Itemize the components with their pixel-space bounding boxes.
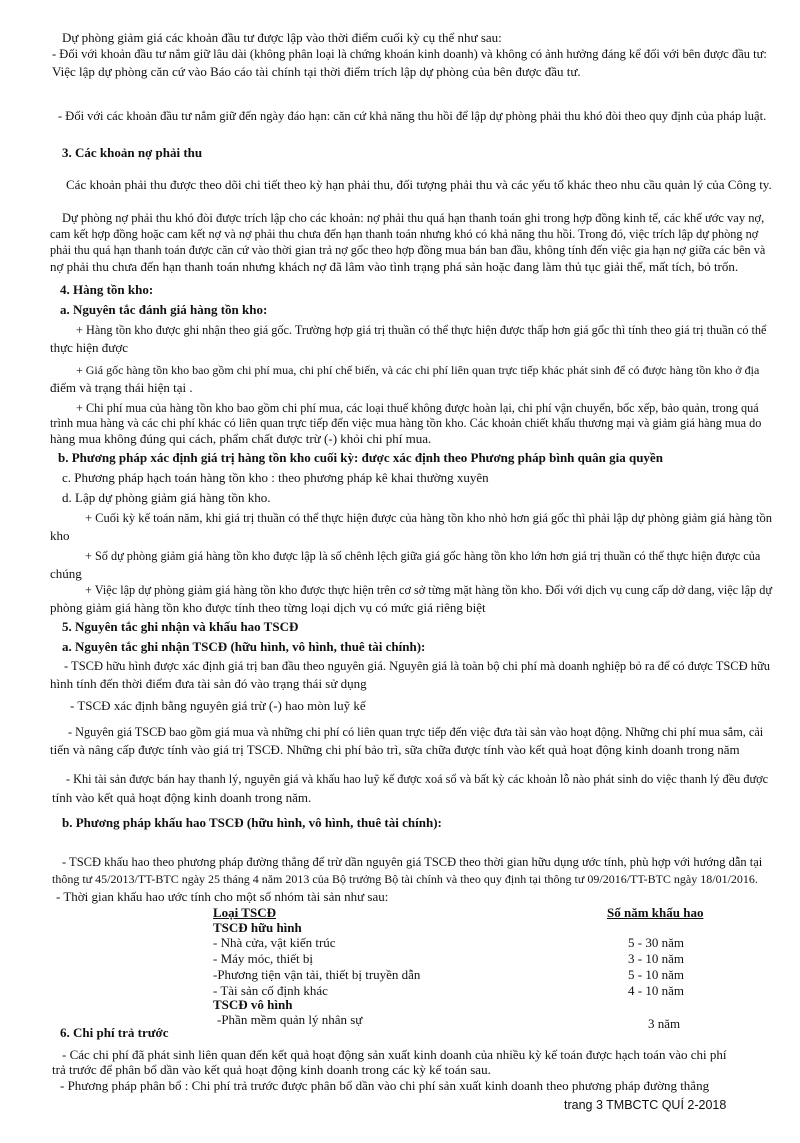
table-header-years: Số năm khấu hao [607,905,704,920]
table-cell-label: - Máy móc, thiết bị [213,951,314,966]
section-heading: 3. Các khoản nợ phải thu [62,145,203,160]
table-cell-label: TSCĐ hữu hình [213,920,302,935]
paragraph: - TSCĐ xác định bằng nguyên giá trừ (-) hao mòn luỹ kế [70,698,366,713]
subsection-heading: b. Phương pháp khấu hao TSCĐ (hữu hình, vô hình, thuê tài chính): [62,815,442,830]
paragraph: Các khoản phải thu được theo dõi chi tiết theo kỳ hạn phải thu, đối tượng phải thu và các yếu tố khác theo nhu cầu quản lý của Công ty. [66,177,772,192]
table-cell-years: 4 - 10 năm [628,983,684,998]
paragraph: - Đối với khoản đầu tư nắm giữ lâu dài (không phân loại là chứng khoán kinh doanh) và không có ảnh hưởng đáng kể đối với bên được đầu tư: [52,47,767,61]
paragraph: trình mua hàng và các chi phí khác có liên quan trực tiếp đến việc mua hàng tồn kho. Các khoản chiết khấu thương mại và giảm giá hàng mua do [50,416,762,430]
paragraph: + Số dự phòng giảm giá hàng tồn kho được lập là số chênh lệch giữa giá gốc hàng tồn kho lớn hơn giá trị thuần có thể thực hiện được của [85,549,761,563]
paragraph: Dự phòng nợ phải thu khó đòi được trích lập cho các khoản: nợ phải thu quá hạn thanh toán ghi trong hợp đồng kinh tế, các khế ước vay nợ, [62,211,765,225]
table-row [0,950,800,967]
paragraph: cam kết hợp đồng hoặc cam kết nợ và nợ phải thu chưa đến hạn thanh toán nhưng khó có khả năng thu hồi. Trong đó, việc trích lập dự phòng nợ [50,227,759,241]
paragraph: + Việc lập dự phòng giảm giá hàng tồn kho được thực hiện trên cơ sở từng mặt hàng tồn kho. Đối với dịch vụ cung cấp dở dang, việc lập dự [85,583,772,597]
paragraph: + Giá gốc hàng tồn kho bao gồm chi phí mua, chi phí chế biến, và các chi phí liên quan trực tiếp khác phát sinh để có được hàng tồn kho ở địa [76,363,760,377]
paragraph: - Các chi phí đã phát sinh liên quan đến kết quả hoạt động sản xuất kinh doanh của nhiều kỳ kế toán được hạch toán vào chi phí [62,1047,727,1062]
paragraph: trả trước để phân bổ dần vào kết quả hoạt động kinh doanh trong các kỳ kế toán sau. [52,1062,491,1077]
paragraph: phòng giảm giá hàng tồn kho được tính theo từng loại dịch vụ có mức giá riêng biệt [50,600,486,615]
paragraph: - Thời gian khấu hao ước tính cho một số nhóm tài sản như sau: [56,889,389,904]
table-cell-label: TSCĐ vô hình [213,997,293,1012]
paragraph: d. Lập dự phòng giảm giá hàng tồn kho. [62,490,271,505]
paragraph: - Nguyên giá TSCĐ bao gồm giá mua và những chi phí có liên quan trực tiếp đến việc đưa tài sản vào hoạt động. Những chi phí mua sắm, cải [68,725,764,739]
table-cell-years: 3 - 10 năm [628,951,684,966]
paragraph: tiến và nâng cấp được tính vào giá trị TSCĐ. Những chi phí bảo trì, sữa chữa được tính vào kết quả hoạt động kinh doanh trong năm [50,742,740,757]
subsection-heading: a. Nguyên tắc đánh giá hàng tồn kho: [60,302,268,317]
paragraph: nợ phải thu chưa đến hạn thanh toán nhưng khách nợ đã lâm vào tình trạng phá sản hoặc đang làm thủ tục giải thể, mất tích, bỏ trốn. [50,259,739,274]
paragraph: phải thu quá hạn thanh toán được căn cứ vào thời gian trả nợ gốc theo hợp đồng mua bán ban đầu, không tính đến việc gia hạn nợ giữa các bên và [50,243,766,257]
table-cell-label: -Phương tiện vận tải, thiết bị truyền dẫn [213,967,421,982]
table-cell-years: 5 - 30 năm [628,935,684,950]
paragraph: - Đối với các khoản đầu tư nắm giữ đến ngày đáo hạn: căn cứ khả năng thu hồi để lập dự phòng phải thu khó đòi theo quy định của pháp luật. [58,109,767,123]
table-header-asset-type: Loại TSCĐ [213,905,276,920]
paragraph: tính vào kết quả hoạt động kinh doanh trong năm. [52,790,312,805]
section-heading: 4. Hàng tồn kho: [60,282,154,297]
paragraph: - Phương pháp phân bổ : Chi phí trả trước được phân bổ dần vào chi phí sản xuất kinh doanh theo phương pháp đường thẳng [60,1078,710,1093]
page-footer: trang 3 TMBCTC QUÍ 2-2018 [564,1098,727,1112]
paragraph: hàng mua không đúng qui cách, phẩm chất được trừ (-) khỏi chi phí mua. [50,431,432,446]
subsection-heading: a. Nguyên tắc ghi nhận TSCĐ (hữu hình, vô hình, thuê tài chính): [62,639,426,654]
paragraph: + Cuối kỳ kế toán năm, khi giá trị thuần có thể thực hiện được của hàng tồn kho nhỏ hơn giá gốc thì phải lập dự phòng giảm giá hàng tồn [85,511,772,525]
subsection-heading: b. Phương pháp xác định giá trị hàng tồn kho cuối kỳ: được xác định theo Phương pháp bình quân gia quyền [58,450,663,465]
paragraph: - Khi tài sản được bán hay thanh lý, nguyên giá và khấu hao luỹ kế được xoá sổ và bất kỳ các khoản lỗ nào phát sinh do việc thanh lý đều được [66,772,769,786]
paragraph: thực hiện được [50,340,128,355]
paragraph: + Hàng tồn kho được ghi nhận theo giá gốc. Trường hợp giá trị thuần có thể thực hiện được thấp hơn giá gốc thì tính theo giá trị thuần có thể [76,323,767,337]
paragraph: c. Phương pháp hạch toán hàng tồn kho : theo phương pháp kê khai thường xuyên [62,470,489,485]
paragraph: thông tư 45/2013/TT-BTC ngày 25 tháng 4 năm 2013 của Bộ trưởng Bộ tài chính và theo quy định tại thông tư 09/2016/TT-BTC ngày 18/01/2016. [52,872,758,886]
table-cell-years: 3 năm [648,1016,681,1031]
paragraph: điểm và trạng thái hiện tại . [50,380,193,395]
paragraph: + Chi phí mua của hàng tồn kho bao gồm chi phí mua, các loại thuế không được hoàn lại, chi phí vận chuyển, bốc xếp, bảo quản, trong quá [76,401,759,415]
table-row [0,966,800,983]
paragraph: - TSCĐ khấu hao theo phương pháp đường thẳng để trừ dần nguyên giá TSCĐ theo thời gian hữu dụng ước tính, phù hợp với hướng dẫn tại [62,855,763,869]
paragraph: - TSCĐ hữu hình được xác định giá trị ban đầu theo nguyên giá. Nguyên giá là toàn bộ chi phí mà doanh nghiệp bỏ ra để có được TSCĐ hữu [64,659,771,673]
section-heading: 6. Chi phí trả trước [60,1025,169,1040]
paragraph: hình tính đến thời điểm đưa tài sản đó vào trạng thái sử dụng [50,676,367,691]
table-cell-label: - Nhà cửa, vật kiến trúc [213,935,336,950]
paragraph: chúng [50,566,82,581]
section-heading: 5. Nguyên tắc ghi nhận và khấu hao TSCĐ [62,619,299,634]
table-cell-label: -Phần mềm quản lý nhân sự [217,1012,363,1027]
paragraph: Việc lập dự phòng căn cứ vào Báo cáo tài chính tại thời điểm trích lập dự phòng của bên được đầu tư. [52,64,581,79]
table-row [0,934,800,951]
paragraph: kho [50,528,70,543]
table-cell-label: - Tài sản cố định khác [213,983,328,998]
paragraph: Dự phòng giảm giá các khoản đầu tư được lập vào thời điểm cuối kỳ cụ thể như sau: [62,30,502,45]
table-cell-years: 5 - 10 năm [628,967,684,982]
